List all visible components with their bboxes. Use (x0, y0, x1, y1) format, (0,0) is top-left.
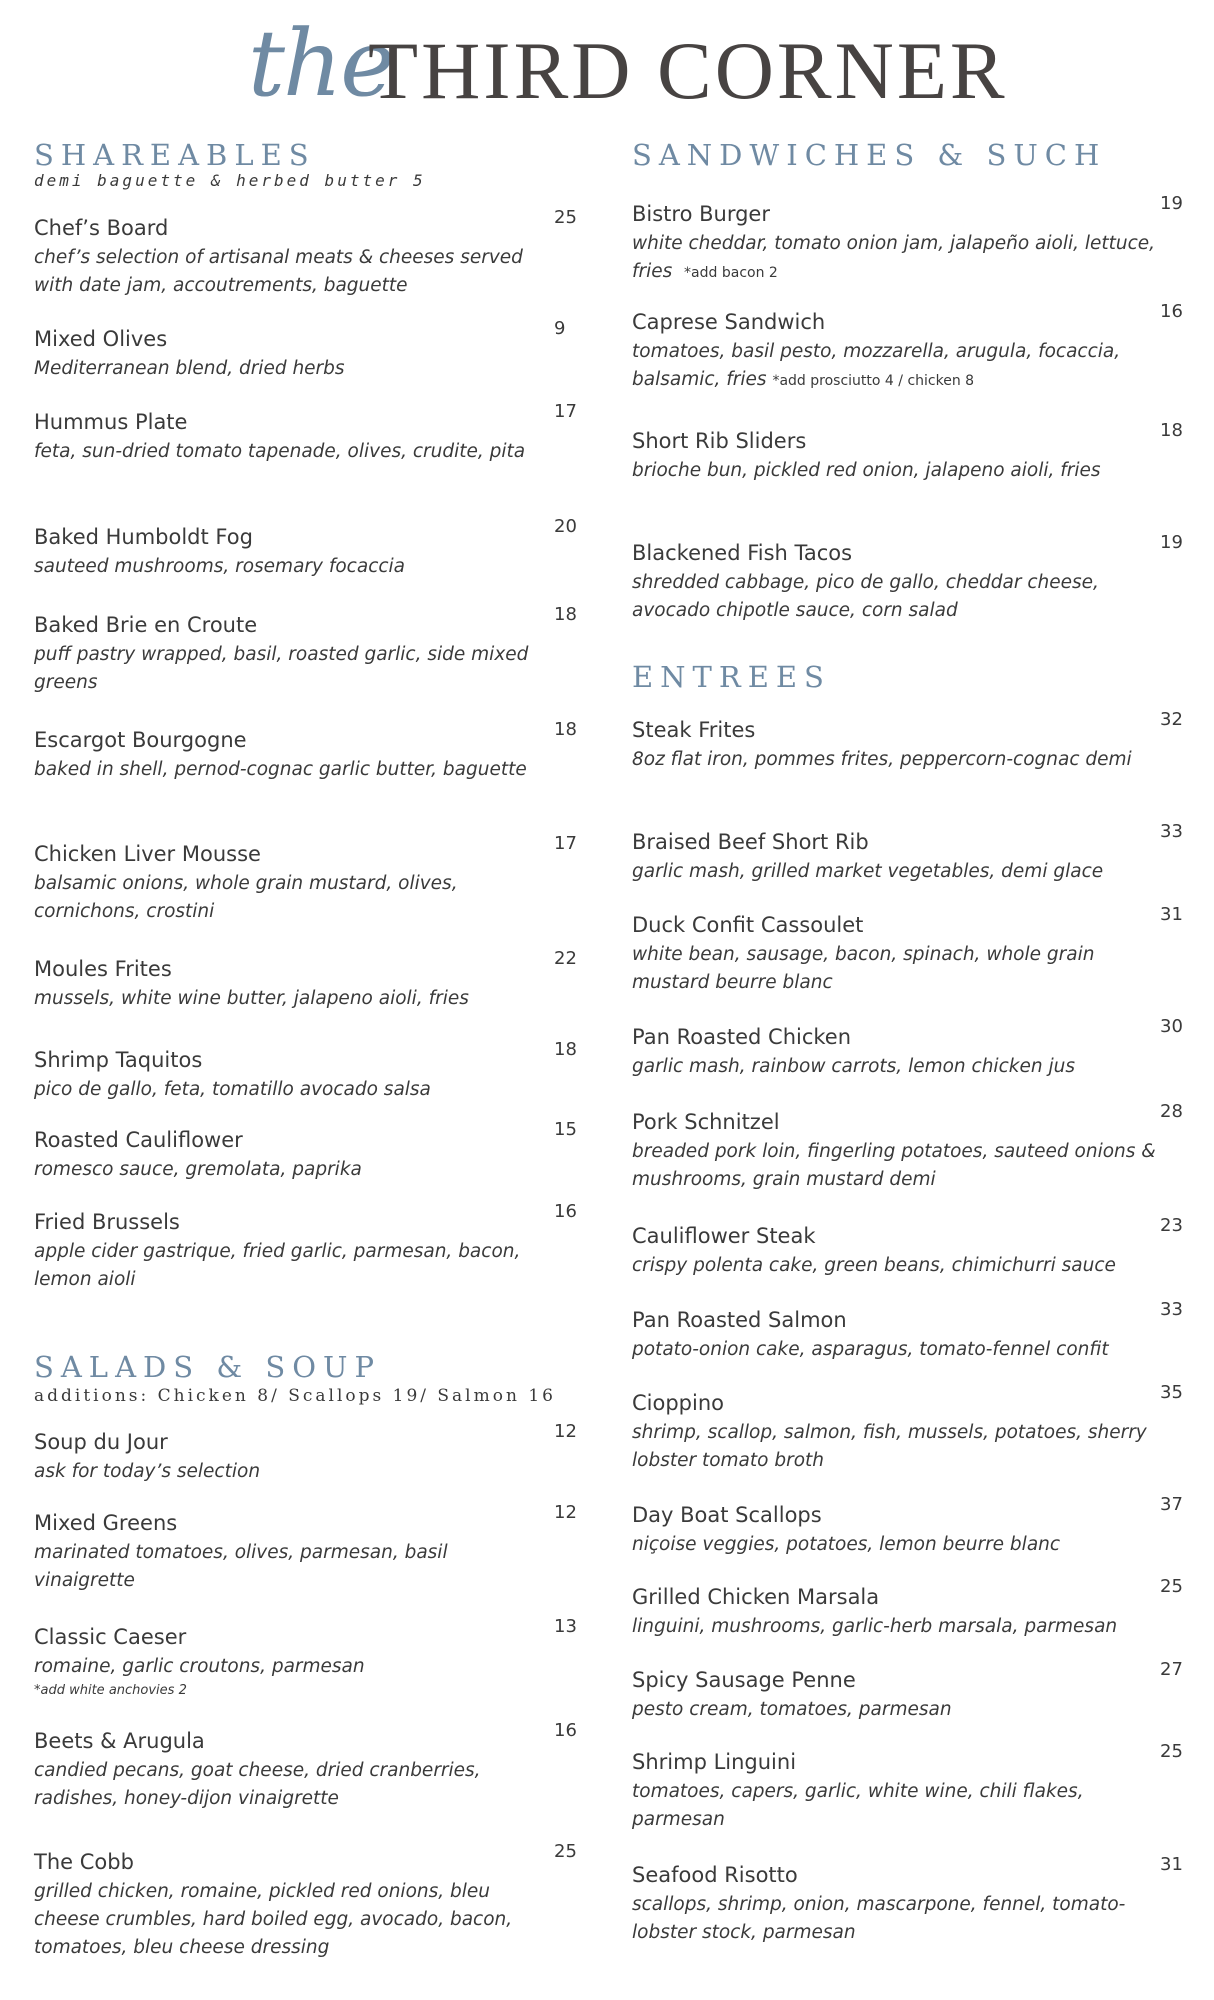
item-name: Spicy Sausage Penne (632, 1668, 856, 1692)
item-price: 20 (554, 516, 577, 537)
menu-header (0, 0, 1214, 125)
item-description: mussels, white wine butter, jalapeno aioli, fries (34, 988, 469, 1009)
item-name: Cioppino (632, 1391, 724, 1415)
item-description: balsamic onions, whole grain mustard, olives, cornichons, crostini (34, 873, 458, 922)
item-price: 19 (1160, 532, 1183, 553)
menu-item (632, 1299, 1183, 1364)
item-description: white bean, sausage, bacon, spinach, whole grain mustard beurre blanc (632, 944, 1095, 993)
item-description: romesco sauce, gremolata, paprika (34, 1159, 362, 1180)
brand-script-the: the (248, 10, 393, 117)
item-price: 17 (554, 833, 577, 854)
item-description: 8oz flat iron, pommes frites, peppercorn-cognac demi (632, 749, 1132, 770)
section-title-entrees: ENTREES (632, 660, 831, 694)
item-description: romaine, garlic croutons, parmesan (34, 1656, 365, 1677)
menu-item (34, 1502, 577, 1595)
item-name: Grilled Chicken Marsala (632, 1585, 880, 1609)
item-description: Mediterranean blend, dried herbs (34, 358, 345, 379)
item-name: Short Rib Sliders (632, 429, 807, 453)
menu-item (34, 1720, 577, 1813)
menu-item (632, 904, 1183, 997)
menu-item (34, 207, 577, 300)
item-price: 12 (554, 1502, 577, 1523)
item-price: 13 (554, 1616, 577, 1637)
menu-item (34, 1841, 577, 1962)
item-price: 25 (1160, 1576, 1183, 1597)
item-price: 16 (554, 1201, 577, 1222)
item-price: 15 (554, 1119, 577, 1140)
item-price: 25 (554, 1841, 577, 1862)
item-price: 23 (1160, 1215, 1183, 1236)
item-description-text: tomatoes, basil pesto, mozzarella, arugula, focaccia, balsamic, fries (632, 341, 1121, 390)
menu-item (34, 516, 577, 581)
menu-item (34, 1616, 577, 1701)
item-name: Mixed Greens (34, 1511, 178, 1535)
item-description: crispy polenta cake, green beans, chimichurri sauce (632, 1255, 1116, 1276)
item-description: linguini, mushrooms, garlic-herb marsala, parmesan (632, 1616, 1118, 1637)
menu-item (632, 301, 1183, 395)
item-name: The Cobb (34, 1850, 134, 1874)
item-description: candied pecans, goat cheese, dried cranberries, radishes, honey-dijon vinaigrette (34, 1760, 481, 1809)
item-price: 35 (1160, 1382, 1183, 1403)
item-description: sauteed mushrooms, rosemary focaccia (34, 556, 406, 577)
item-description: ask for today’s selection (34, 1461, 261, 1482)
item-description (632, 230, 1162, 287)
item-addon-note: *add bacon 2 (684, 265, 778, 281)
menu-item (632, 1741, 1183, 1834)
item-price: 31 (1160, 1854, 1183, 1875)
item-price: 9 (554, 318, 566, 339)
item-price: 19 (1160, 193, 1183, 214)
item-name: Fried Brussels (34, 1210, 180, 1234)
item-price: 18 (554, 719, 577, 740)
menu-item (632, 1016, 1183, 1081)
item-name: Mixed Olives (34, 327, 168, 351)
item-name: Seafood Risotto (632, 1863, 798, 1887)
menu-item (632, 1576, 1183, 1641)
item-price: 18 (1160, 420, 1183, 441)
item-price: 25 (1160, 1741, 1183, 1762)
section-subtitle-salads: additions: Chicken 8/ Scallops 19/ Salmon 16 (34, 1386, 556, 1406)
item-price: 31 (1160, 904, 1183, 925)
item-name: Bistro Burger (632, 202, 770, 226)
item-description: apple cider gastrique, fried garlic, parmesan, bacon, lemon aioli (34, 1241, 521, 1290)
item-name: Chef’s Board (34, 216, 169, 240)
item-description: pesto cream, tomatoes, parmesan (632, 1699, 952, 1720)
item-description (632, 338, 1162, 395)
item-description: breaded pork loin, fingerling potatoes, sauteed onions & mushrooms, grain mustard demi (632, 1141, 1156, 1190)
menu-item (632, 193, 1183, 287)
item-description: niçoise veggies, potatoes, lemon beurre blanc (632, 1534, 1061, 1555)
menu-item (34, 318, 566, 383)
item-price: 27 (1160, 1659, 1183, 1680)
item-price: 37 (1160, 1494, 1183, 1515)
menu-item (632, 1854, 1183, 1947)
item-addon-note: *add white anchovies 2 (34, 1683, 187, 1698)
item-price: 18 (554, 1039, 577, 1060)
menu-item (34, 948, 577, 1013)
item-description-text: white cheddar, tomato onion jam, jalapeño aioli, lettuce, fries (632, 233, 1156, 282)
item-name: Chicken Liver Mousse (34, 842, 261, 866)
item-name: Braised Beef Short Rib (632, 830, 869, 854)
item-name: Moules Frites (34, 957, 172, 981)
menu-item (632, 709, 1183, 774)
item-name: Beets & Arugula (34, 1729, 205, 1753)
item-name: Shrimp Taquitos (34, 1048, 203, 1072)
item-name: Soup du Jour (34, 1430, 168, 1454)
item-description: marinated tomatoes, olives, parmesan, basil vinaigrette (34, 1542, 448, 1591)
restaurant-name: THIRD CORNER (368, 25, 1008, 116)
item-name: Caprese Sandwich (632, 310, 826, 334)
item-description: pico de gallo, feta, tomatillo avocado salsa (34, 1079, 431, 1100)
item-addon-note: *add prosciutto 4 / chicken 8 (772, 373, 975, 389)
item-name: Cauliflower Steak (632, 1224, 816, 1248)
menu-item (34, 1039, 577, 1104)
item-description: grilled chicken, romaine, pickled red onions, bleu cheese crumbles, hard boiled egg, avocado, bacon, tomatoes, bleu cheese dressing (34, 1881, 513, 1958)
item-description: potato-onion cake, asparagus, tomato-fennel confit (632, 1339, 1109, 1360)
item-price: 32 (1160, 709, 1183, 730)
item-price: 33 (1160, 1299, 1183, 1320)
item-description: chef’s selection of artisanal meats & cheeses served with date jam, accoutrements, baguette (34, 247, 523, 296)
menu-item (34, 1119, 577, 1184)
section-title-shareables: SHAREABLES (34, 138, 316, 172)
item-price: 17 (554, 401, 577, 422)
item-description: shrimp, scallop, salmon, fish, mussels, potatoes, sherry lobster tomato broth (632, 1422, 1147, 1471)
item-price: 18 (554, 604, 577, 625)
item-price: 30 (1160, 1016, 1183, 1037)
item-name: Pan Roasted Chicken (632, 1025, 852, 1049)
item-price: 16 (554, 1720, 577, 1741)
item-name: Blackened Fish Tacos (632, 541, 853, 565)
menu-item (34, 604, 577, 697)
item-price: 12 (554, 1421, 577, 1442)
menu-item (632, 532, 1183, 625)
section-title-sandwiches: SANDWICHES & SUCH (632, 138, 1107, 172)
menu-item (34, 1201, 577, 1294)
menu-item (632, 821, 1183, 886)
item-description: baked in shell, pernod-cognac garlic butter, baguette (34, 759, 527, 780)
menu-item (34, 719, 577, 784)
item-price: 33 (1160, 821, 1183, 842)
item-name: Roasted Cauliflower (34, 1128, 243, 1152)
menu-item (632, 420, 1183, 485)
item-name: Shrimp Linguini (632, 1750, 797, 1774)
item-name: Pan Roasted Salmon (632, 1308, 847, 1332)
item-name: Hummus Plate (34, 410, 188, 434)
item-description: puff pastry wrapped, basil, roasted garlic, side mixed greens (34, 644, 529, 693)
item-price: 22 (554, 948, 577, 969)
item-description: feta, sun-dried tomato tapenade, olives, crudite, pita (34, 441, 526, 462)
menu-item (632, 1382, 1183, 1475)
item-name: Pork Schnitzel (632, 1110, 780, 1134)
item-name: Baked Brie en Croute (34, 613, 258, 637)
section-subtitle-shareables: demi baguette & herbed butter 5 (34, 171, 426, 190)
item-price: 16 (1160, 301, 1183, 322)
item-name: Baked Humboldt Fog (34, 525, 253, 549)
item-name: Escargot Bourgogne (34, 728, 247, 752)
item-name: Duck Confit Cassoulet (632, 913, 864, 937)
item-description: shredded cabbage, pico de gallo, cheddar cheese, avocado chipotle sauce, corn salad (632, 572, 1099, 621)
menu-item (34, 1421, 577, 1486)
menu-item (632, 1215, 1183, 1280)
item-description: garlic mash, rainbow carrots, lemon chicken jus (632, 1056, 1075, 1077)
menu-item (632, 1101, 1183, 1194)
menu-item (632, 1659, 1183, 1724)
section-title-salads: SALADS & SOUP (34, 1350, 381, 1384)
item-name: Classic Caeser (34, 1625, 187, 1649)
item-description: garlic mash, grilled market vegetables, demi glace (632, 861, 1104, 882)
item-price: 28 (1160, 1101, 1183, 1122)
item-price: 25 (554, 207, 577, 228)
menu-item (34, 401, 577, 466)
menu-item (34, 833, 577, 926)
item-name: Steak Frites (632, 718, 756, 742)
item-description: tomatoes, capers, garlic, white wine, chili flakes, parmesan (632, 1781, 1084, 1830)
item-description: scallops, shrimp, onion, mascarpone, fennel, tomato-lobster stock, parmesan (632, 1894, 1126, 1943)
menu-item (632, 1494, 1183, 1559)
item-description: brioche bun, pickled red onion, jalapeno aioli, fries (632, 460, 1101, 481)
item-name: Day Boat Scallops (632, 1503, 822, 1527)
